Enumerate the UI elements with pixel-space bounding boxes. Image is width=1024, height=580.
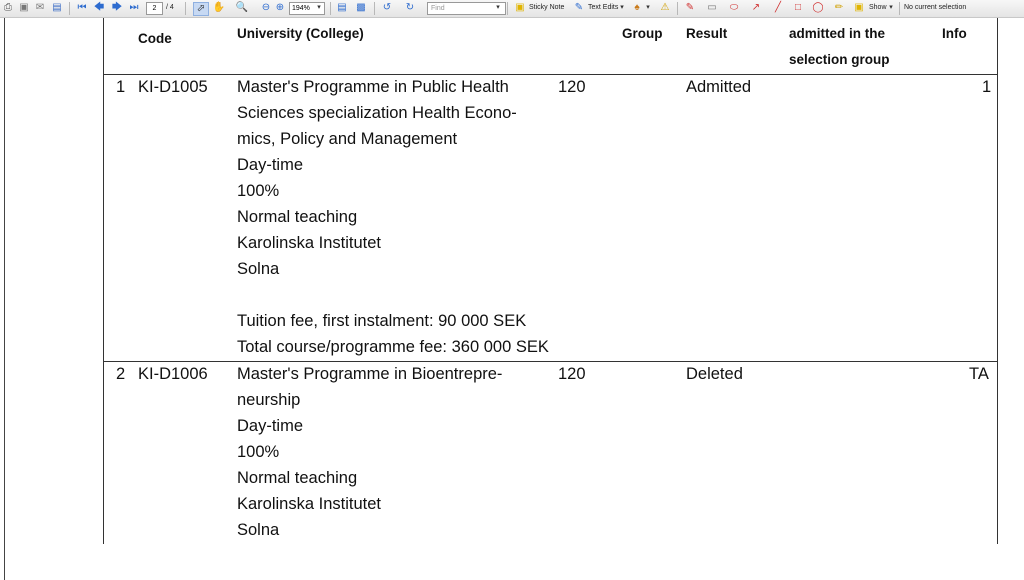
row-result: Deleted xyxy=(686,365,743,383)
email-icon[interactable]: ✉ xyxy=(35,2,45,13)
pencil-tool-icon[interactable]: ✏ xyxy=(834,2,844,13)
header-admitted-line1: admitted in the xyxy=(789,26,886,41)
study-rate: 100% xyxy=(237,182,280,200)
text-edits-dropdown-icon[interactable]: ▾ xyxy=(620,4,624,11)
location: Solna xyxy=(237,260,280,278)
header-university: University (College) xyxy=(237,26,364,41)
row-info: TA xyxy=(969,365,989,383)
zoom-level-select[interactable]: 194% xyxy=(289,2,325,15)
study-rate: 100% xyxy=(237,443,280,461)
first-page-icon[interactable]: ⏮ xyxy=(77,2,87,13)
row-credits: 120 xyxy=(558,365,586,383)
print-icon[interactable]: ⎙ xyxy=(4,2,12,13)
document-page xyxy=(0,18,1024,580)
table-right-border xyxy=(997,18,998,544)
last-page-icon[interactable]: ⏭ xyxy=(129,2,139,13)
zoom-dropdown-icon[interactable]: ▾ xyxy=(317,4,321,11)
callout-icon[interactable]: ✎ xyxy=(685,2,695,13)
programme-line: Master's Programme in Bioentrepre- xyxy=(237,365,503,383)
header-result: Result xyxy=(686,26,728,41)
study-pace: Day-time xyxy=(237,417,304,435)
show-comments-icon[interactable]: ▣ xyxy=(854,2,864,13)
fit-page-icon[interactable]: ▤ xyxy=(337,2,347,13)
stamp-icon[interactable]: ♠ xyxy=(634,2,640,13)
row-info: 1 xyxy=(982,78,992,96)
hand-tool-icon[interactable]: ✋ xyxy=(212,2,226,13)
location: Solna xyxy=(237,521,280,539)
teaching-form: Normal teaching xyxy=(237,469,358,487)
text-edits-button[interactable]: Text Edits xyxy=(588,4,619,11)
row-code: KI-D1006 xyxy=(138,365,208,383)
university-name: Karolinska Institutet xyxy=(237,495,381,513)
row-credits: 120 xyxy=(558,78,586,96)
rotate-left-icon[interactable]: ↺ xyxy=(382,2,392,13)
selection-status: No current selection xyxy=(904,4,967,11)
programme-line: Sciences specialization Health Econo- xyxy=(237,104,517,122)
teaching-form: Normal teaching xyxy=(237,208,358,226)
cloud-icon[interactable]: ⬭ xyxy=(729,2,739,13)
rectangle-tool-icon[interactable]: □ xyxy=(794,2,802,13)
text-edits-icon[interactable]: ✎ xyxy=(574,2,584,13)
programme-line: Master's Programme in Public Health xyxy=(237,78,509,96)
row-number: 1 xyxy=(116,78,126,96)
show-button[interactable]: Show xyxy=(869,4,887,11)
select-tool-icon[interactable]: ⬀ xyxy=(193,2,209,16)
screen-icon[interactable]: ▤ xyxy=(52,2,62,13)
programme-line: neurship xyxy=(237,391,301,409)
tuition-first-instalment: Tuition fee, first instalment: 90 000 SEK xyxy=(237,312,527,330)
page-total: / 4 xyxy=(166,4,174,11)
row-code: KI-D1005 xyxy=(138,78,208,96)
university-name: Karolinska Institutet xyxy=(237,234,381,252)
zoom-out-icon[interactable]: ⊖ xyxy=(261,2,271,13)
line-tool-icon[interactable]: ╱ xyxy=(774,2,782,13)
table-left-border xyxy=(103,18,104,544)
header-info: Info xyxy=(942,26,967,41)
text-box-icon[interactable]: ▭ xyxy=(707,2,717,13)
tuition-total: Total course/programme fee: 360 000 SEK xyxy=(237,338,549,356)
rotate-right-icon[interactable]: ↻ xyxy=(405,2,415,13)
sticky-note-icon[interactable]: ▣ xyxy=(515,2,525,13)
zoom-in-icon[interactable]: ⊕ xyxy=(275,2,285,13)
programme-line: mics, Policy and Management xyxy=(237,130,458,148)
oval-tool-icon[interactable]: ◯ xyxy=(812,2,824,13)
find-dropdown-icon[interactable]: ▾ xyxy=(496,4,500,11)
attach-icon[interactable]: ⚠ xyxy=(660,2,670,13)
fit-width-icon[interactable]: ▩ xyxy=(356,2,366,13)
pdf-toolbar xyxy=(0,0,1024,18)
arrow-tool-icon[interactable]: ↗ xyxy=(751,2,761,13)
header-group: Group xyxy=(622,26,663,41)
header-code: Code xyxy=(138,31,172,46)
save-icon[interactable]: ▣ xyxy=(19,2,29,13)
find-input[interactable]: Find xyxy=(427,2,506,15)
zoom-tool-icon[interactable]: 🔍 xyxy=(235,2,249,13)
row-result: Admitted xyxy=(686,78,752,96)
next-page-icon[interactable]: 🡆 xyxy=(111,2,123,13)
header-admitted-line2: selection group xyxy=(789,52,890,67)
sticky-note-button[interactable]: Sticky Note xyxy=(529,4,565,11)
previous-page-icon[interactable]: 🡄 xyxy=(93,2,105,13)
stamp-dropdown-icon[interactable]: ▾ xyxy=(646,4,650,11)
study-pace: Day-time xyxy=(237,156,304,174)
show-dropdown-icon[interactable]: ▾ xyxy=(889,4,893,11)
row-number: 2 xyxy=(116,365,126,383)
page-number-input[interactable]: 2 xyxy=(146,2,163,15)
